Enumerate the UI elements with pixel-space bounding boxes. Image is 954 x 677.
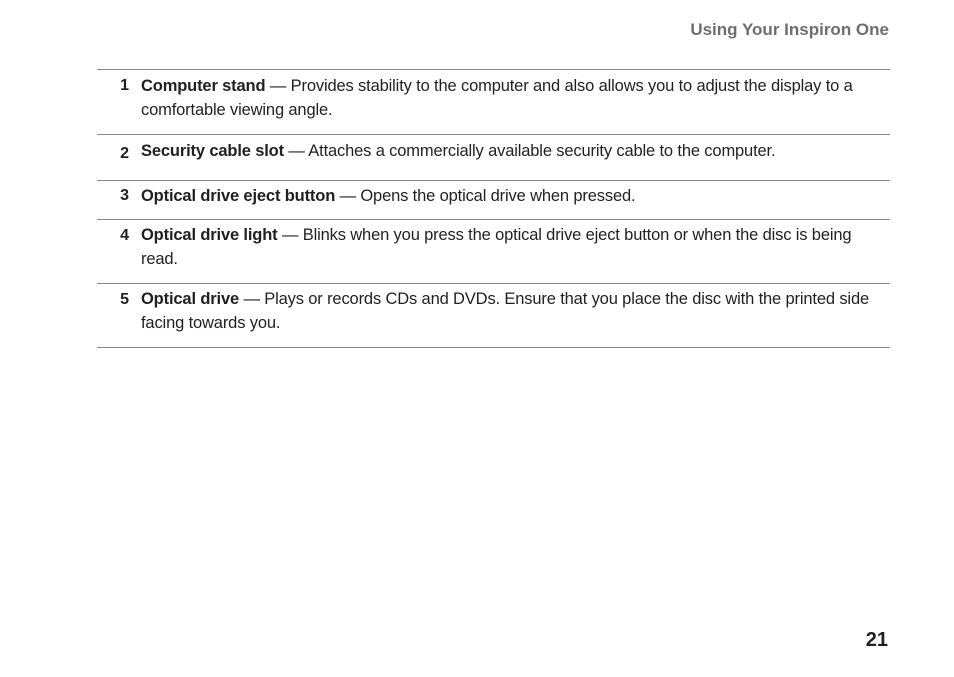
callout-item-optical-drive-eject-button — [97, 181, 890, 220]
callout-number: 2 — [120, 145, 129, 162]
callout-item-optical-drive — [97, 284, 890, 348]
callout-item-computer-stand — [97, 70, 890, 135]
callout-number: 4 — [120, 227, 129, 244]
callout-number: 1 — [120, 77, 129, 94]
callout-text — [141, 70, 890, 134]
callout-description: — Blinks when you press the optical drive eject button or when the disc is being read. — [141, 226, 852, 268]
callout-description: — Opens the optical drive when pressed. — [335, 187, 636, 205]
callout-text — [141, 284, 890, 347]
callout-text — [141, 220, 890, 283]
callout-term: Computer stand — [141, 77, 266, 95]
callout-number: 3 — [120, 187, 129, 204]
callout-item-optical-drive-light — [97, 220, 890, 284]
callout-item-security-cable-slot — [97, 135, 890, 181]
callout-number: 5 — [120, 291, 129, 308]
callout-description: — Plays or records CDs and DVDs. Ensure that you place the disc with the printed side facing towards you. — [141, 290, 869, 332]
callout-description: — Provides stability to the computer and also allows you to adjust the display to a comfortable viewing angle. — [141, 77, 853, 119]
page-number: 21 — [865, 629, 888, 651]
callout-term: Optical drive — [141, 290, 240, 308]
callout-term: Security cable slot — [141, 142, 284, 160]
callout-text — [141, 135, 890, 180]
callout-term: Optical drive eject button — [141, 187, 336, 205]
running-header: Using Your Inspiron One — [690, 20, 889, 39]
callout-list — [97, 69, 890, 348]
callout-description: — Attaches a commercially available security cable to the computer. — [283, 142, 776, 160]
callout-text — [141, 181, 890, 219]
callout-term: Optical drive light — [141, 226, 278, 244]
